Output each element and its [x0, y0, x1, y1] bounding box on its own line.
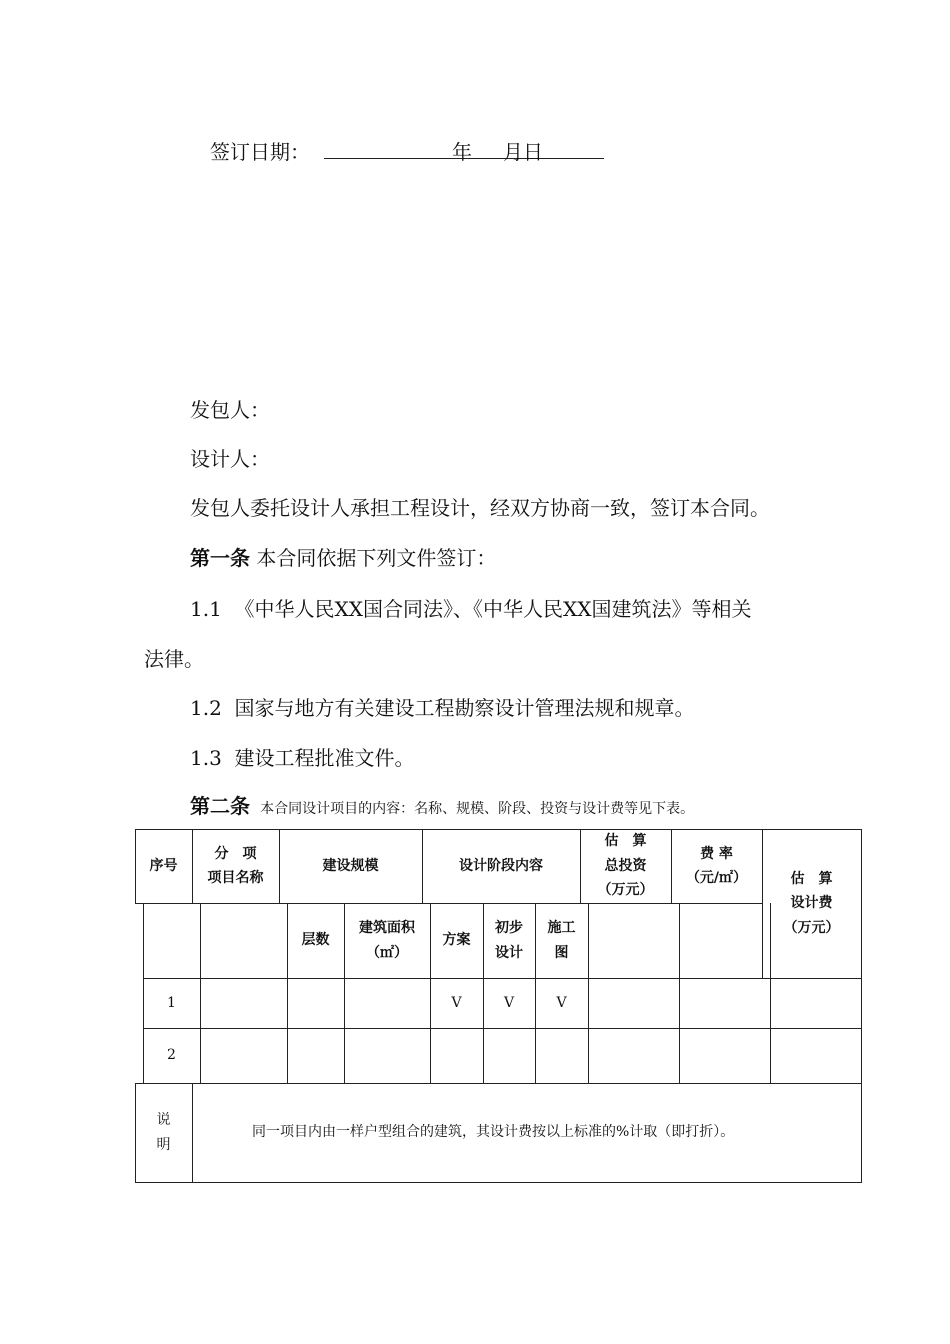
header-rate: 费 率 （元/㎡） — [685, 845, 748, 886]
item-number: 1.1 — [190, 597, 222, 621]
article-1-text: 本合同依据下列文件签订： — [256, 546, 497, 570]
article-1 — [190, 542, 496, 571]
note-text: 同一项目内由一样户型组合的建筑，其设计费按以上标准的%计取（即打折）。 — [252, 1124, 735, 1141]
employer-label: 发包人： — [190, 398, 270, 422]
header-scale: 建设规模 — [322, 857, 379, 874]
row-1-prelim: V — [503, 994, 515, 1011]
signing-date-month-day: 月日 — [503, 140, 543, 164]
intro-paragraph: 发包人委托设计人承担工程设计，经双方协商一致，签订本合同。 — [190, 496, 770, 520]
item-number: 1.2 — [190, 696, 222, 720]
item-text: 建设工程批准文件。 — [234, 746, 415, 770]
row-1-scheme: V — [451, 994, 462, 1011]
header-stage: 设计阶段内容 — [459, 857, 543, 874]
header-floors: 层数 — [301, 932, 330, 949]
header-area: 建筑面积 （㎡） — [359, 920, 415, 961]
article-1-item-1-continued: 法律。 — [144, 647, 204, 671]
designer-label: 设计人： — [190, 447, 270, 471]
header-investment: 估 算 总投资 （万元） — [597, 833, 654, 899]
article-2-heading: 第二条 — [190, 794, 250, 818]
article-1-heading: 第一条 — [190, 546, 250, 570]
header-seq: 序号 — [149, 857, 178, 874]
article-2 — [190, 790, 694, 819]
row-2-seq: 2 — [167, 1047, 176, 1064]
signing-date-label: 签订日期： — [210, 140, 310, 164]
note-label: 说 明 — [156, 1112, 171, 1153]
signing-date-year: 年 — [452, 140, 472, 164]
item-text: 国家与地方有关建设工程勘察设计管理法规和规章。 — [234, 696, 695, 720]
header-prelim: 初步 设计 — [495, 920, 523, 961]
item-text: 《中华人民XX国合同法》、《中华人民XX国建筑法》等相关 — [234, 597, 752, 621]
article-1-item-3 — [190, 742, 415, 771]
header-item-name: 分 项 项目名称 — [207, 845, 264, 886]
row-1-seq: 1 — [167, 994, 176, 1011]
article-1-item-1 — [190, 593, 751, 622]
header-construction: 施工 图 — [547, 920, 576, 961]
row-1-construction: V — [556, 994, 567, 1011]
item-number: 1.3 — [190, 746, 222, 770]
article-2-text: 本合同设计项目的内容：名称、规模、阶段、投资与设计费等见下表。 — [260, 801, 695, 817]
article-1-item-2 — [190, 692, 695, 721]
header-design-fee: 估 算 设计费 （万元） — [783, 870, 840, 936]
header-scheme: 方案 — [442, 932, 471, 949]
